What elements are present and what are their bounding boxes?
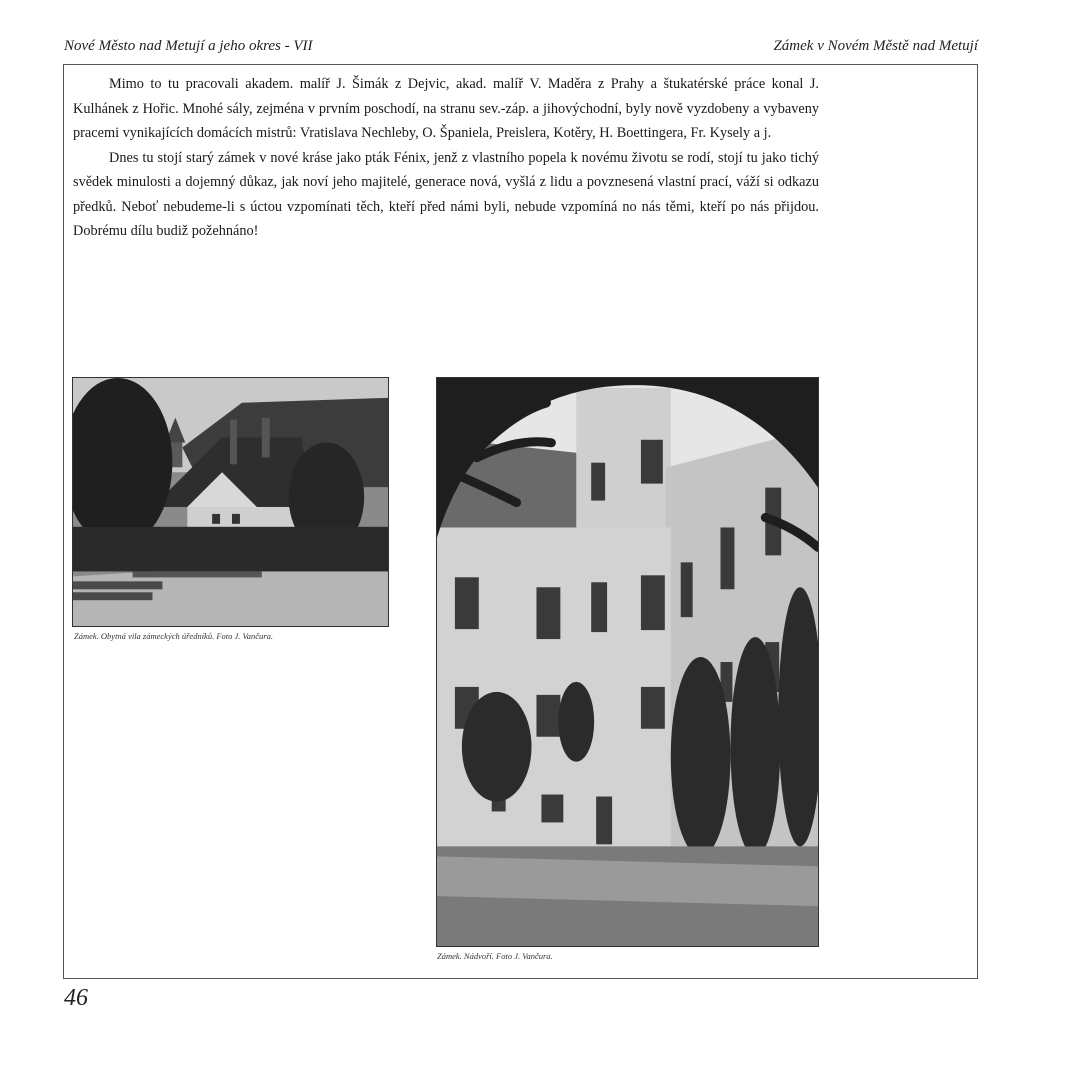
running-header-left: Nové Město nad Metují a jeho okres - VII	[64, 38, 313, 54]
body-text	[73, 72, 819, 244]
running-header-right: Zámek v Novém Městě nad Metují	[773, 38, 978, 54]
paragraph: Dnes tu stojí starý zámek v nové kráse jako pták Fénix, jenž z vlastního popela k novému životu se rodí, stojí tu jako tichý svědek minulosti a dojemný důkaz, jak noví jeho majitelé, generace nová, vyšlá z lidu a povznesená vlastní prací, váží si odkazu předků. Neboť nebudeme-li s úctou vzpomínati těch, kteří před námi byli, nebude vzpomíná no nás těmi, kteří po nás přijdou. Dobrému dílu budiž požehnáno!	[73, 149, 819, 239]
villa-photo	[72, 377, 389, 627]
courtyard-photo	[436, 377, 819, 947]
page-number: 46	[64, 985, 88, 1011]
paragraph: Mimo to tu pracovali akadem. malíř J. Šimák z Dejvic, akad. malíř V. Maděra z Prahy a štukatérské práce konal J. Kulhánek z Hořic. Mnohé sály, zejména v prvním poschodí, na stranu sev.-záp. a jihovýchodní, byly nově vyzdobeny a vybaveny pracemi vynikajících domácích mistrů: Vratislava Nechleby, O. Španiela, Preislera, Kotěry, H. Boettingera, Fr. Kysely a j.	[73, 76, 819, 141]
villa-photo-caption: Zámek. Obytná vila zámeckých úředníků. Foto J. Vančura.	[74, 631, 273, 641]
courtyard-photo-caption: Zámek. Nádvoří. Foto J. Vančura.	[437, 951, 553, 961]
